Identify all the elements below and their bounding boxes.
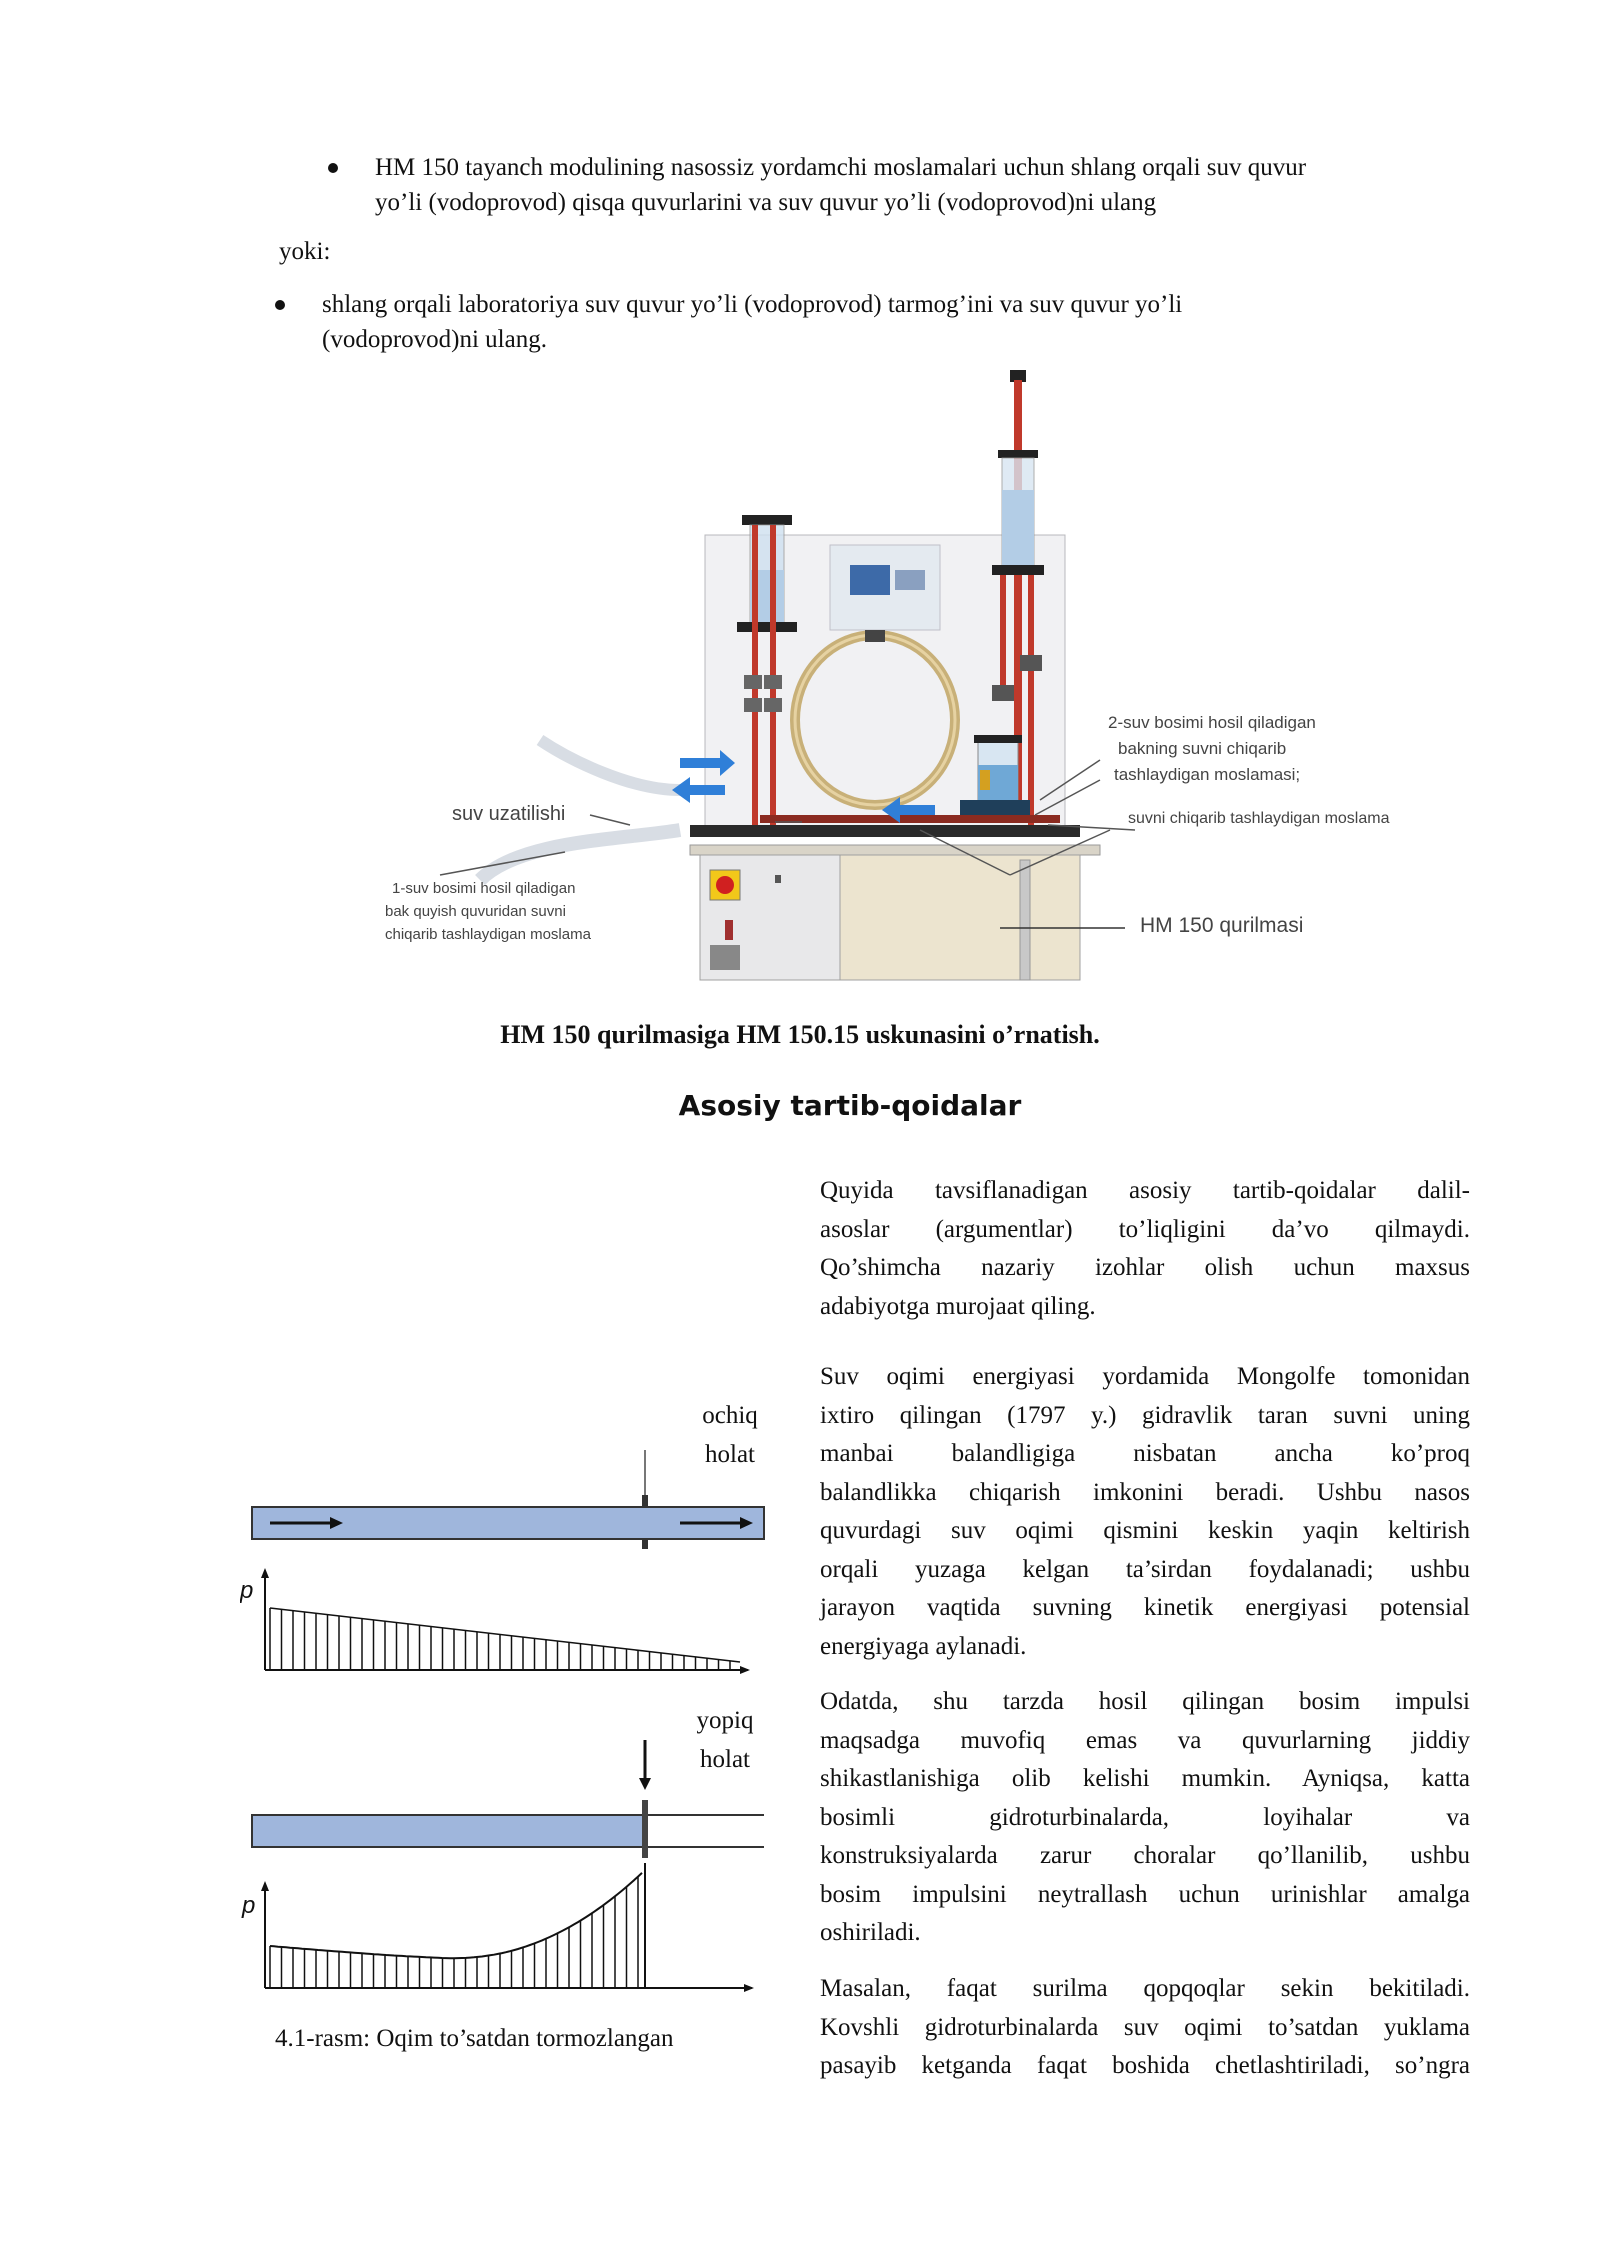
paragraph-line: balandlikka chiqarish imkonini beradi. Ushbu nasos: [820, 1478, 1470, 1506]
label-drain-tank1-line: chiqarib tashlaydigan moslama: [385, 926, 591, 943]
paragraph-line: Quyida tavsiflanadigan asosiy tartib-qoidalar dalil-: [820, 1177, 1470, 1204]
paragraph-line: quvurdagi suv oqimi qismini keskin yaqin keltirish: [820, 1517, 1470, 1544]
label-drain-tank2-line: bakning suvni chiqarib: [1118, 739, 1287, 758]
paragraph-line: asoslar (argumentlar) to’liqligini da’vo qilmaydi.: [820, 1215, 1470, 1243]
paragraph-line: Odatda, shu tarzda hosil qilingan bosim impulsi: [820, 1688, 1470, 1715]
paragraph-line: Masalan, faqat surilma qopqoqlar sekin bekitiladi.: [820, 1975, 1470, 2002]
pressure-axis-label: p: [240, 1577, 254, 1604]
bullet-marker: [275, 300, 285, 310]
paragraph-line: energiyaga aylanadi.: [820, 1632, 1027, 1660]
label-drain-tank2-line: tashlaydigan moslamasi;: [1114, 765, 1301, 784]
label-drain: suvni chiqarib tashlaydigan moslama: [1128, 810, 1390, 827]
section-heading: Asosiy tartib-qoidalar: [678, 1089, 1022, 1122]
paragraph-line: adabiyotga murojaat qiling.: [820, 1292, 1096, 1320]
open-state-label: ochiq: [702, 1402, 758, 1429]
paragraph-line: konstruksiyalarda zarur choralar qo’llanilib, ushbu: [820, 1842, 1470, 1869]
paragraph-2: [820, 1358, 1470, 1666]
paragraph-line: Qo’shimcha nazariy izohlar olish uchun maxsus: [820, 1254, 1470, 1281]
pressure-diagram: [240, 1380, 780, 2060]
open-state-label: holat: [705, 1441, 755, 1468]
label-drain-tank1-line: bak quyish quvuridan suvni: [385, 903, 566, 920]
paragraph-line: pasayib ketganda faqat boshida chetlashtiriladi, so’ngra: [820, 2052, 1470, 2079]
closed-state-label: holat: [700, 1746, 750, 1773]
bullet-text-line: HM 150 tayanch modulining nasossiz yordamchi moslamalari uchun shlang orqali suv quvur: [375, 154, 1307, 181]
conjunction-text: yoki:: [279, 238, 331, 265]
figure-caption-2: 4.1-rasm: Oqim to’satdan tormozlangan: [275, 2025, 674, 2052]
paragraph-4: [820, 1970, 1470, 2086]
label-drain-tank2-line: 2-suv bosimi hosil qiladigan: [1108, 713, 1316, 732]
pressure-line: [270, 1873, 642, 1958]
bullet-text-line: shlang orqali laboratoriya suv quvur yo’li (vodoprovod) tarmog’ini va suv quvur yo’li: [322, 291, 1183, 318]
paragraph-line: bosim impulsini neytrallash uchun urinishlar amalga: [820, 1880, 1470, 1908]
paragraph-line: bosimli gidroturbinalarda, loyihalar va: [820, 1803, 1470, 1831]
bullet-text-line: (vodoprovod)ni ulang.: [322, 326, 547, 353]
label-device: HM 150 qurilmasi: [1140, 914, 1304, 937]
paragraph-line: jarayon vaqtida suvning kinetik energiyasi potensial: [820, 1594, 1470, 1621]
label-hose: suv uzatilishi: [452, 803, 566, 825]
paragraph-line: maqsadga muvofiq emas va quvurlarning jiddiy: [820, 1726, 1470, 1754]
bullet-text-line: yo’li (vodoprovod) qisqa quvurlarini va suv quvur yo’li (vodoprovod)ni ulang: [375, 189, 1157, 216]
figure-caption: HM 150 qurilmasiga HM 150.15 uskunasini o’rnatish.: [500, 1020, 1100, 1049]
paragraph-line: manbai balandligiga nisbatan ancha ko’proq: [820, 1440, 1470, 1467]
paragraph-line: Kovshli gidroturbinalarda suv oqimi to’satdan yuklama: [820, 2013, 1470, 2041]
pressure-axis-label: p: [242, 1892, 256, 1919]
pressure-line: [270, 1608, 740, 1662]
bullet-marker: [328, 163, 338, 173]
apparatus-figure: [380, 360, 1420, 985]
paragraph-line: shikastlanishiga olib kelishi mumkin. Ayniqsa, katta: [820, 1765, 1470, 1792]
paragraph-3: [820, 1683, 1470, 1953]
closed-state-label: yopiq: [696, 1707, 754, 1734]
paragraph-line: ixtiro qilingan (1797 y.) gidravlik taran suvni uning: [820, 1401, 1470, 1429]
paragraph-line: Suv oqimi energiyasi yordamida Mongolfe tomonidan: [820, 1363, 1470, 1390]
paragraph-line: oshiriladi.: [820, 1919, 921, 1946]
paragraph-1: [820, 1172, 1470, 1326]
label-drain-tank1-line: 1-suv bosimi hosil qiladigan: [392, 880, 576, 897]
paragraph-line: orqali yuzaga kelgan ta’sirdan foydalanadi; ushbu: [820, 1555, 1470, 1583]
